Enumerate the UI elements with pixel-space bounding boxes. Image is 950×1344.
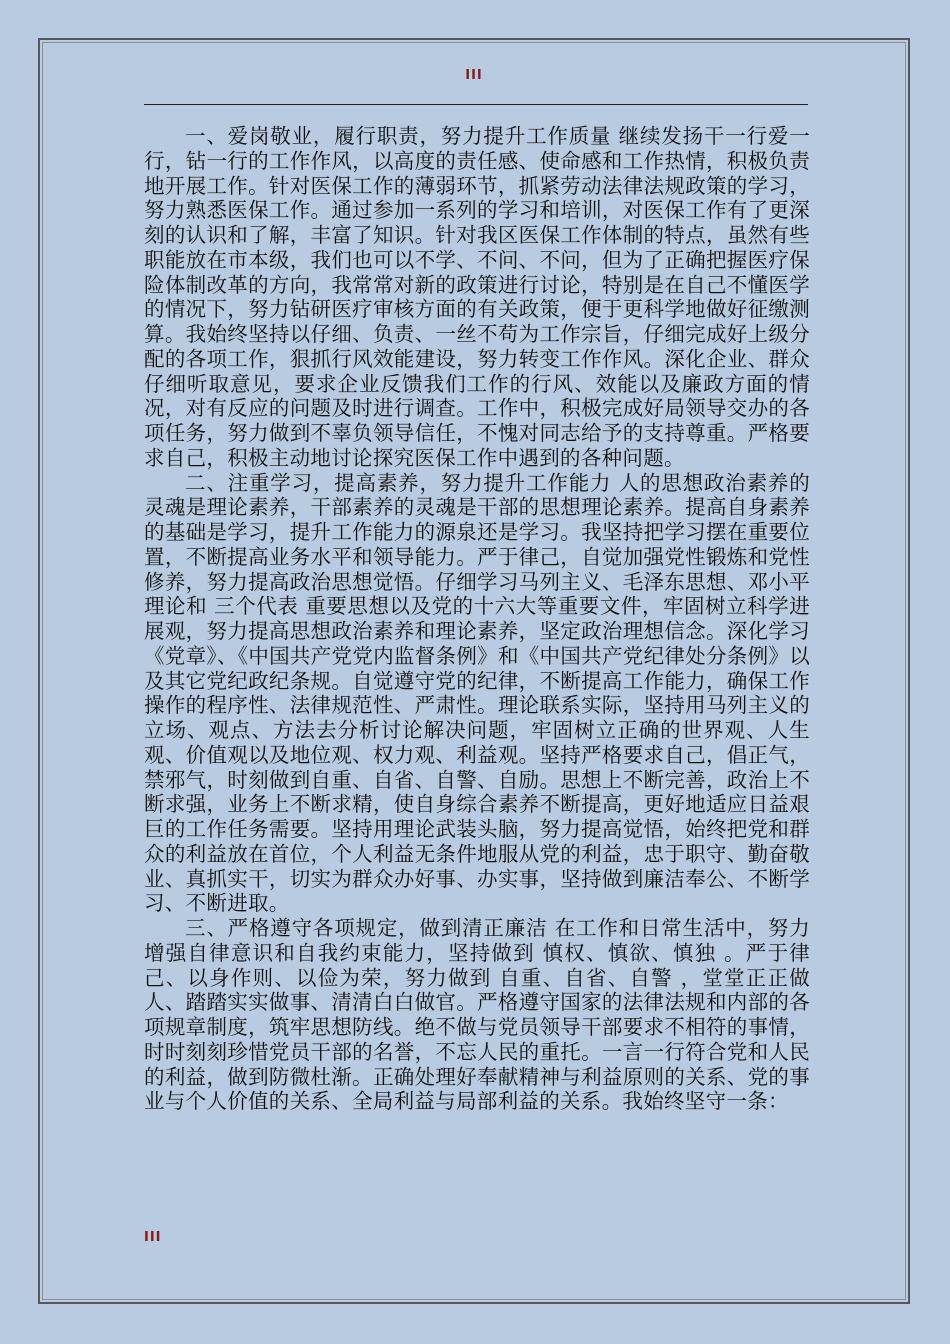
document-body [144,124,810,1114]
paragraph-2: 二、注重学习，提高素养，努力提升工作能力 人的思想政治素养的灵魂是理论素养，干部素养的灵魂是干部的思想理论素养。提高自身素养的基础是学习，提升工作能力的源泉还是学习。我坚持把学习摆在重要位置，不断提高业务水平和领导能力。严于律己，自觉加强党性锻炼和党性修养，努力提高政治思想觉悟。仔细学习马列主义、毛泽东思想、邓小平理论和 三个代表 重要思想以及党的十六大等重要文件，牢固树立科学进展观，努力提高思想政治素养和理论素养，坚定政治理想信念。深化学习《党章》、《中国共产党党内监督条例》和《中国共产党纪律处分条例》以及其它党纪政纪条规。自觉遵守党的纪律，不断提高工作能力，确保工作操作的程序性、法律规范性、严肃性。理论联系实际，坚持用马列主义的立场、观点、方法去分析讨论解决问题，牢固树立正确的世界观、人生观、价值观以及地位观、权力观、利益观。坚持严格要求自己，倡正气，禁邪气，时刻做到自重、自省、自警、自励。思想上不断完善，政治上不断求强，业务上不断求精，使自身综合素养不断提高，更好地适应日益艰巨的工作任务需要。坚持用理论武装头脑，努力提高觉悟，始终把党和群众的利益放在首位，个人利益无条件地服从党的利益，忠于职守、勤奋敬业、真抓实干，切实为群众办好事、办实事，坚持做到廉洁奉公、不断学习、不断进取。 [144,470,810,916]
header-divider [144,104,808,105]
footer-mark: III [144,1230,162,1245]
paragraph-1: 一、爱岗敬业，履行职责，努力提升工作质量 继续发扬干一行爱一行，钻一行的工作作风，以高度的责任感、使命感和工作热情，积极负责地开展工作。针对医保工作的薄弱环节，抓紧劳动法律法规政策的学习，努力熟悉医保工作。通过参加一系列的学习和培训，对医保工作有了更深刻的认识和了解，丰富了知识。针对我区医保工作体制的特点，虽然有些职能放在市本级，我们也可以不学、不问、不问，但为了正确把握医疗保险体制改革的方向，我常常对新的政策进行讨论，特别是在自己不懂医学的情况下，努力钻研医疗审核方面的有关政策，便于更科学地做好征缴测算。我始终坚持以仔细、负责、一丝不苟为工作宗旨，仔细完成好上级分配的各项工作，狠抓行风效能建设，努力转变工作作风。深化企业、群众仔细听取意见，要求企业反馈我们工作的行风、效能以及廉政方面的情况，对有反应的问题及时进行调查。工作中，积极完成好局领导交办的各项任务，努力做到不辜负领导信任，不愧对同志给予的支持尊重。严格要求自己，积极主动地讨论探究医保工作中遇到的各种问题。 [144,124,810,470]
page-frame [38,38,910,1304]
paragraph-3: 三、严格遵守各项规定，做到清正廉洁 在工作和日常生活中，努力增强自律意识和自我约束能力，坚持做到 慎权、慎欲、慎独 。严于律己、以身作则、以俭为荣，努力做到 自重、自省、自警 ，堂堂正正做人、踏踏实实做事、清清白白做官。严格遵守国家的法律法规和内部的各项规章制度，筑牢思想防线。绝不做与党员领导干部要求不相符的事情，时时刻刻珍惜党员干部的名誉，不忘人民的重托。一言一行符合党和人民的利益，做到防微杜渐。正确处理好奉献精神与利益原则的关系、党的事业与个人价值的关系、全局利益与局部利益的关系。我始终坚守一条： [144,916,810,1114]
header-mark: III [465,68,483,83]
